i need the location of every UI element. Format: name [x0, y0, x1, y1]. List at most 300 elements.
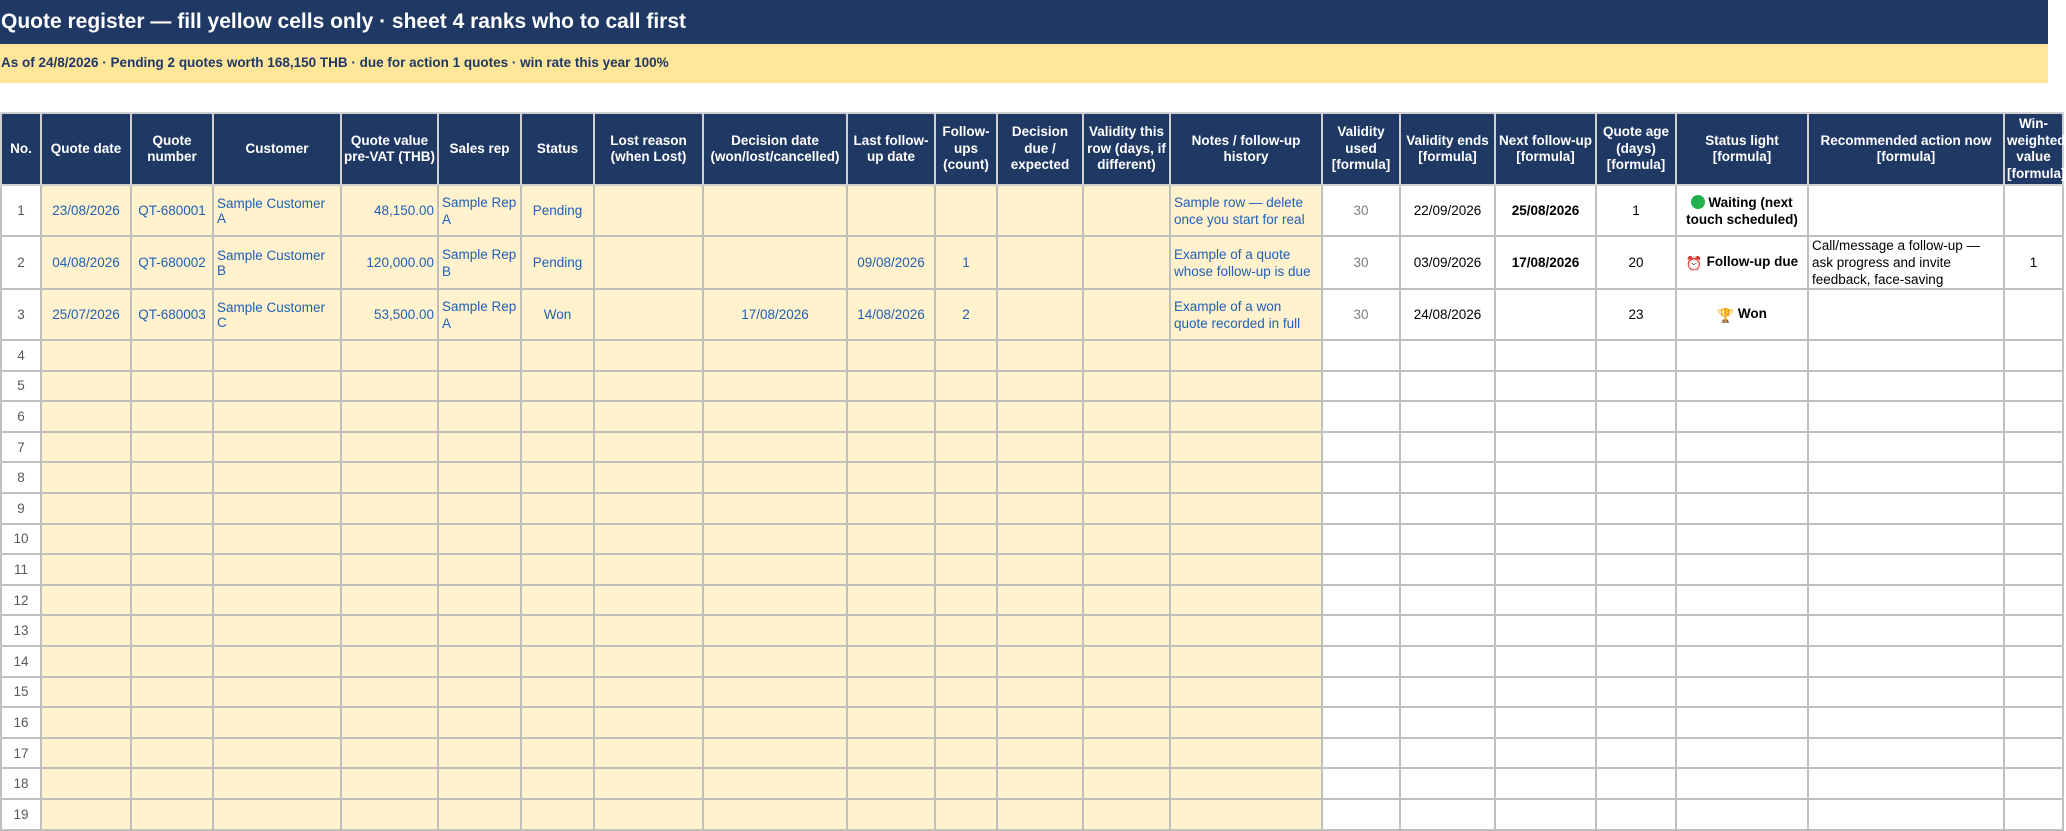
cell-status-light[interactable] — [1676, 236, 1808, 289]
cell-status[interactable] — [521, 646, 594, 677]
cell-action[interactable] — [1808, 493, 2004, 524]
cell-validity-used[interactable] — [1322, 738, 1400, 769]
cell-last-followup[interactable] — [847, 493, 935, 524]
cell-weighted[interactable] — [2004, 738, 2063, 769]
cell-lost-reason[interactable] — [594, 236, 703, 289]
cell-last-followup[interactable] — [847, 615, 935, 646]
cell-quote-number[interactable] — [131, 677, 213, 708]
cell-decision-due[interactable] — [997, 493, 1083, 524]
cell-decision-due[interactable] — [997, 524, 1083, 555]
cell-validity-ends[interactable] — [1400, 615, 1495, 646]
cell-decision-due[interactable] — [997, 738, 1083, 769]
cell-age[interactable] — [1596, 799, 1676, 830]
cell-status-light[interactable] — [1676, 524, 1808, 555]
cell-followups[interactable] — [935, 677, 997, 708]
cell-validity-row[interactable] — [1083, 524, 1170, 555]
cell-notes[interactable]: Example of a won quote recorded in full — [1170, 289, 1322, 340]
cell-validity-ends[interactable] — [1400, 585, 1495, 616]
cell-last-followup[interactable]: 14/08/2026 — [847, 289, 935, 340]
cell-notes[interactable] — [1170, 493, 1322, 524]
cell-followups[interactable] — [935, 185, 997, 236]
cell-quote-number[interactable] — [131, 646, 213, 677]
cell-decision-date[interactable] — [703, 554, 847, 585]
cell-value[interactable] — [341, 340, 438, 371]
cell-decision-due[interactable] — [997, 585, 1083, 616]
cell-rep[interactable] — [438, 340, 521, 371]
cell-value[interactable] — [341, 371, 438, 402]
cell-validity-used[interactable] — [1322, 462, 1400, 493]
cell-rep[interactable] — [438, 738, 521, 769]
cell-followups[interactable] — [935, 738, 997, 769]
cell-lost-reason[interactable] — [594, 615, 703, 646]
cell-notes[interactable] — [1170, 799, 1322, 830]
cell-quote-date[interactable]: 04/08/2026 — [41, 236, 131, 289]
cell-weighted[interactable]: 1 — [2004, 236, 2063, 289]
cell-weighted[interactable] — [2004, 677, 2063, 708]
cell-customer[interactable] — [213, 615, 341, 646]
cell-decision-date[interactable] — [703, 401, 847, 432]
cell-decision-date[interactable] — [703, 236, 847, 289]
cell-notes[interactable] — [1170, 554, 1322, 585]
cell-customer[interactable] — [213, 585, 341, 616]
cell-weighted[interactable] — [2004, 493, 2063, 524]
cell-decision-date[interactable] — [703, 493, 847, 524]
column-header[interactable]: Status — [521, 113, 594, 185]
cell-quote-number[interactable] — [131, 615, 213, 646]
cell-followups[interactable] — [935, 585, 997, 616]
cell-quote-date[interactable] — [41, 768, 131, 799]
cell-next-followup[interactable] — [1495, 289, 1596, 340]
cell-no[interactable]: 6 — [1, 401, 41, 432]
cell-next-followup[interactable] — [1495, 493, 1596, 524]
column-header[interactable]: Next follow-up [formula] — [1495, 113, 1596, 185]
cell-decision-due[interactable] — [997, 236, 1083, 289]
cell-quote-date[interactable] — [41, 340, 131, 371]
cell-validity-used[interactable] — [1322, 615, 1400, 646]
column-header[interactable]: Follow-ups (count) — [935, 113, 997, 185]
cell-last-followup[interactable] — [847, 371, 935, 402]
cell-quote-number[interactable] — [131, 493, 213, 524]
cell-value[interactable] — [341, 401, 438, 432]
cell-decision-date[interactable] — [703, 646, 847, 677]
cell-value[interactable] — [341, 462, 438, 493]
cell-decision-date[interactable] — [703, 371, 847, 402]
cell-status[interactable]: Pending — [521, 185, 594, 236]
cell-status[interactable] — [521, 493, 594, 524]
cell-weighted[interactable] — [2004, 185, 2063, 236]
cell-quote-date[interactable] — [41, 646, 131, 677]
cell-notes[interactable] — [1170, 340, 1322, 371]
cell-customer[interactable] — [213, 707, 341, 738]
cell-next-followup[interactable] — [1495, 585, 1596, 616]
cell-decision-date[interactable]: 17/08/2026 — [703, 289, 847, 340]
cell-status[interactable] — [521, 799, 594, 830]
cell-value[interactable] — [341, 554, 438, 585]
cell-decision-due[interactable] — [997, 185, 1083, 236]
cell-next-followup[interactable] — [1495, 340, 1596, 371]
cell-decision-date[interactable] — [703, 340, 847, 371]
cell-validity-used[interactable] — [1322, 677, 1400, 708]
cell-decision-due[interactable] — [997, 371, 1083, 402]
cell-weighted[interactable] — [2004, 289, 2063, 340]
cell-followups[interactable] — [935, 401, 997, 432]
cell-decision-due[interactable] — [997, 289, 1083, 340]
cell-status-light[interactable] — [1676, 554, 1808, 585]
cell-validity-row[interactable] — [1083, 615, 1170, 646]
cell-next-followup[interactable] — [1495, 646, 1596, 677]
cell-next-followup[interactable] — [1495, 738, 1596, 769]
cell-notes[interactable] — [1170, 646, 1322, 677]
cell-status[interactable] — [521, 707, 594, 738]
cell-validity-row[interactable] — [1083, 646, 1170, 677]
cell-validity-row[interactable] — [1083, 340, 1170, 371]
cell-last-followup[interactable] — [847, 799, 935, 830]
cell-validity-used[interactable]: 30 — [1322, 236, 1400, 289]
cell-next-followup[interactable] — [1495, 615, 1596, 646]
cell-decision-due[interactable] — [997, 432, 1083, 463]
cell-validity-used[interactable] — [1322, 371, 1400, 402]
cell-status[interactable] — [521, 768, 594, 799]
cell-customer[interactable] — [213, 371, 341, 402]
cell-weighted[interactable] — [2004, 646, 2063, 677]
cell-action[interactable] — [1808, 524, 2004, 555]
cell-decision-date[interactable] — [703, 615, 847, 646]
cell-quote-date[interactable] — [41, 799, 131, 830]
cell-age[interactable] — [1596, 524, 1676, 555]
cell-action[interactable] — [1808, 554, 2004, 585]
cell-value[interactable]: 53,500.00 — [341, 289, 438, 340]
cell-status-light[interactable] — [1676, 615, 1808, 646]
cell-last-followup[interactable] — [847, 432, 935, 463]
cell-age[interactable]: 20 — [1596, 236, 1676, 289]
cell-notes[interactable] — [1170, 401, 1322, 432]
cell-validity-ends[interactable] — [1400, 646, 1495, 677]
cell-lost-reason[interactable] — [594, 768, 703, 799]
cell-value[interactable] — [341, 615, 438, 646]
cell-decision-date[interactable] — [703, 185, 847, 236]
cell-last-followup[interactable] — [847, 677, 935, 708]
cell-age[interactable] — [1596, 432, 1676, 463]
cell-decision-due[interactable] — [997, 462, 1083, 493]
cell-weighted[interactable] — [2004, 524, 2063, 555]
cell-action[interactable] — [1808, 768, 2004, 799]
cell-rep[interactable] — [438, 493, 521, 524]
cell-status-light[interactable] — [1676, 371, 1808, 402]
cell-status-light[interactable] — [1676, 289, 1808, 340]
cell-followups[interactable] — [935, 768, 997, 799]
cell-action[interactable] — [1808, 615, 2004, 646]
cell-next-followup[interactable] — [1495, 707, 1596, 738]
cell-quote-date[interactable] — [41, 707, 131, 738]
cell-status-light[interactable] — [1676, 462, 1808, 493]
cell-weighted[interactable] — [2004, 462, 2063, 493]
cell-quote-date[interactable] — [41, 738, 131, 769]
cell-lost-reason[interactable] — [594, 462, 703, 493]
column-header[interactable]: No. — [1, 113, 41, 185]
cell-decision-date[interactable] — [703, 707, 847, 738]
cell-quote-date[interactable] — [41, 615, 131, 646]
cell-no[interactable]: 18 — [1, 768, 41, 799]
cell-followups[interactable] — [935, 615, 997, 646]
cell-age[interactable] — [1596, 554, 1676, 585]
cell-age[interactable] — [1596, 738, 1676, 769]
cell-rep[interactable] — [438, 677, 521, 708]
cell-last-followup[interactable] — [847, 738, 935, 769]
cell-validity-ends[interactable] — [1400, 493, 1495, 524]
cell-quote-date[interactable] — [41, 493, 131, 524]
cell-value[interactable] — [341, 768, 438, 799]
cell-followups[interactable] — [935, 371, 997, 402]
cell-no[interactable]: 19 — [1, 799, 41, 830]
column-header[interactable]: Decision date (won/lost/cancelled) — [703, 113, 847, 185]
cell-decision-due[interactable] — [997, 615, 1083, 646]
cell-quote-number[interactable]: QT-680001 — [131, 185, 213, 236]
cell-quote-date[interactable]: 25/07/2026 — [41, 289, 131, 340]
cell-weighted[interactable] — [2004, 615, 2063, 646]
column-header[interactable]: Lost reason (when Lost) — [594, 113, 703, 185]
cell-next-followup[interactable] — [1495, 432, 1596, 463]
cell-last-followup[interactable]: 09/08/2026 — [847, 236, 935, 289]
cell-quote-number[interactable]: QT-680002 — [131, 236, 213, 289]
cell-notes[interactable] — [1170, 371, 1322, 402]
cell-decision-date[interactable] — [703, 524, 847, 555]
cell-last-followup[interactable] — [847, 768, 935, 799]
cell-status-light[interactable] — [1676, 432, 1808, 463]
cell-age[interactable] — [1596, 371, 1676, 402]
cell-last-followup[interactable] — [847, 554, 935, 585]
cell-status[interactable] — [521, 371, 594, 402]
cell-age[interactable] — [1596, 768, 1676, 799]
column-header[interactable]: Validity this row (days, if different) — [1083, 113, 1170, 185]
cell-lost-reason[interactable] — [594, 432, 703, 463]
cell-age[interactable] — [1596, 615, 1676, 646]
cell-status-light[interactable] — [1676, 799, 1808, 830]
column-header[interactable]: Quote date — [41, 113, 131, 185]
cell-rep[interactable] — [438, 646, 521, 677]
cell-quote-number[interactable]: QT-680003 — [131, 289, 213, 340]
cell-decision-date[interactable] — [703, 585, 847, 616]
cell-value[interactable]: 120,000.00 — [341, 236, 438, 289]
cell-validity-row[interactable] — [1083, 677, 1170, 708]
cell-last-followup[interactable] — [847, 646, 935, 677]
cell-weighted[interactable] — [2004, 371, 2063, 402]
cell-followups[interactable] — [935, 340, 997, 371]
cell-quote-date[interactable] — [41, 401, 131, 432]
column-header[interactable]: Win-weighted value [formula] — [2004, 113, 2063, 185]
cell-validity-ends[interactable] — [1400, 401, 1495, 432]
cell-weighted[interactable] — [2004, 707, 2063, 738]
cell-lost-reason[interactable] — [594, 371, 703, 402]
cell-rep[interactable] — [438, 768, 521, 799]
cell-validity-ends[interactable] — [1400, 524, 1495, 555]
cell-action[interactable] — [1808, 289, 2004, 340]
cell-status[interactable] — [521, 462, 594, 493]
cell-decision-due[interactable] — [997, 646, 1083, 677]
cell-next-followup[interactable] — [1495, 677, 1596, 708]
cell-rep[interactable] — [438, 554, 521, 585]
cell-action[interactable]: Call/message a follow-up — ask progress and invite feedback, face-saving — [1808, 236, 2004, 289]
cell-notes[interactable] — [1170, 615, 1322, 646]
cell-lost-reason[interactable] — [594, 646, 703, 677]
cell-no[interactable]: 16 — [1, 707, 41, 738]
cell-decision-due[interactable] — [997, 707, 1083, 738]
cell-followups[interactable] — [935, 646, 997, 677]
column-header[interactable]: Sales rep — [438, 113, 521, 185]
column-header[interactable]: Last follow-up date — [847, 113, 935, 185]
cell-quote-date[interactable]: 23/08/2026 — [41, 185, 131, 236]
cell-value[interactable] — [341, 707, 438, 738]
cell-quote-number[interactable] — [131, 371, 213, 402]
cell-no[interactable]: 12 — [1, 585, 41, 616]
cell-weighted[interactable] — [2004, 799, 2063, 830]
cell-validity-ends[interactable] — [1400, 799, 1495, 830]
cell-validity-used[interactable]: 30 — [1322, 185, 1400, 236]
cell-lost-reason[interactable] — [594, 493, 703, 524]
cell-validity-ends[interactable] — [1400, 432, 1495, 463]
cell-no[interactable]: 8 — [1, 462, 41, 493]
cell-validity-row[interactable] — [1083, 462, 1170, 493]
cell-no[interactable]: 5 — [1, 371, 41, 402]
cell-rep[interactable]: Sample Rep A — [438, 185, 521, 236]
cell-decision-due[interactable] — [997, 768, 1083, 799]
cell-validity-used[interactable] — [1322, 340, 1400, 371]
cell-notes[interactable]: Example of a quote whose follow-up is due — [1170, 236, 1322, 289]
cell-decision-date[interactable] — [703, 462, 847, 493]
cell-no[interactable]: 14 — [1, 646, 41, 677]
cell-validity-row[interactable] — [1083, 401, 1170, 432]
cell-next-followup[interactable] — [1495, 401, 1596, 432]
cell-last-followup[interactable] — [847, 707, 935, 738]
cell-next-followup[interactable]: 17/08/2026 — [1495, 236, 1596, 289]
cell-next-followup[interactable] — [1495, 371, 1596, 402]
cell-followups[interactable]: 1 — [935, 236, 997, 289]
cell-validity-used[interactable] — [1322, 799, 1400, 830]
cell-status-light[interactable] — [1676, 185, 1808, 236]
cell-age[interactable]: 23 — [1596, 289, 1676, 340]
cell-weighted[interactable] — [2004, 585, 2063, 616]
cell-next-followup[interactable] — [1495, 799, 1596, 830]
cell-decision-date[interactable] — [703, 738, 847, 769]
cell-quote-number[interactable] — [131, 707, 213, 738]
cell-followups[interactable] — [935, 554, 997, 585]
cell-lost-reason[interactable] — [594, 401, 703, 432]
cell-notes[interactable] — [1170, 768, 1322, 799]
cell-notes[interactable] — [1170, 585, 1322, 616]
cell-customer[interactable] — [213, 493, 341, 524]
cell-quote-date[interactable] — [41, 524, 131, 555]
cell-customer[interactable]: Sample Customer C — [213, 289, 341, 340]
cell-age[interactable] — [1596, 493, 1676, 524]
cell-validity-ends[interactable] — [1400, 554, 1495, 585]
cell-status[interactable]: Pending — [521, 236, 594, 289]
cell-next-followup[interactable] — [1495, 554, 1596, 585]
cell-lost-reason[interactable] — [594, 585, 703, 616]
cell-decision-due[interactable] — [997, 554, 1083, 585]
cell-last-followup[interactable] — [847, 185, 935, 236]
cell-customer[interactable] — [213, 432, 341, 463]
cell-validity-used[interactable] — [1322, 768, 1400, 799]
cell-no[interactable]: 11 — [1, 554, 41, 585]
cell-status-light[interactable] — [1676, 585, 1808, 616]
cell-weighted[interactable] — [2004, 340, 2063, 371]
column-header[interactable]: Quote value pre-VAT (THB) — [341, 113, 438, 185]
cell-quote-number[interactable] — [131, 554, 213, 585]
cell-no[interactable]: 7 — [1, 432, 41, 463]
cell-followups[interactable] — [935, 524, 997, 555]
cell-validity-row[interactable] — [1083, 738, 1170, 769]
cell-action[interactable] — [1808, 462, 2004, 493]
cell-last-followup[interactable] — [847, 524, 935, 555]
cell-age[interactable] — [1596, 401, 1676, 432]
cell-weighted[interactable] — [2004, 432, 2063, 463]
cell-value[interactable] — [341, 524, 438, 555]
cell-no[interactable]: 1 — [1, 185, 41, 236]
cell-validity-row[interactable] — [1083, 236, 1170, 289]
column-header[interactable]: Recommended action now [formula] — [1808, 113, 2004, 185]
cell-quote-number[interactable] — [131, 768, 213, 799]
cell-weighted[interactable] — [2004, 768, 2063, 799]
cell-lost-reason[interactable] — [594, 554, 703, 585]
cell-notes[interactable] — [1170, 707, 1322, 738]
cell-validity-row[interactable] — [1083, 768, 1170, 799]
cell-age[interactable] — [1596, 340, 1676, 371]
cell-lost-reason[interactable] — [594, 677, 703, 708]
cell-status[interactable] — [521, 340, 594, 371]
cell-decision-date[interactable] — [703, 768, 847, 799]
cell-action[interactable] — [1808, 401, 2004, 432]
cell-quote-number[interactable] — [131, 799, 213, 830]
cell-customer[interactable] — [213, 768, 341, 799]
cell-rep[interactable] — [438, 432, 521, 463]
cell-lost-reason[interactable] — [594, 185, 703, 236]
cell-action[interactable] — [1808, 738, 2004, 769]
cell-value[interactable] — [341, 646, 438, 677]
cell-status-light[interactable] — [1676, 340, 1808, 371]
cell-lost-reason[interactable] — [594, 524, 703, 555]
cell-value[interactable] — [341, 677, 438, 708]
cell-action[interactable] — [1808, 677, 2004, 708]
cell-validity-ends[interactable]: 24/08/2026 — [1400, 289, 1495, 340]
cell-value[interactable] — [341, 493, 438, 524]
cell-value[interactable] — [341, 738, 438, 769]
cell-value[interactable] — [341, 799, 438, 830]
cell-validity-ends[interactable] — [1400, 371, 1495, 402]
cell-quote-number[interactable] — [131, 401, 213, 432]
cell-status[interactable] — [521, 401, 594, 432]
cell-lost-reason[interactable] — [594, 799, 703, 830]
cell-validity-used[interactable]: 30 — [1322, 289, 1400, 340]
cell-status[interactable] — [521, 524, 594, 555]
cell-notes[interactable]: Sample row — delete once you start for real — [1170, 185, 1322, 236]
cell-customer[interactable]: Sample Customer A — [213, 185, 341, 236]
cell-validity-row[interactable] — [1083, 493, 1170, 524]
cell-customer[interactable] — [213, 462, 341, 493]
cell-action[interactable] — [1808, 646, 2004, 677]
cell-validity-ends[interactable] — [1400, 768, 1495, 799]
cell-status[interactable] — [521, 585, 594, 616]
cell-age[interactable] — [1596, 585, 1676, 616]
cell-validity-used[interactable] — [1322, 524, 1400, 555]
cell-validity-used[interactable] — [1322, 707, 1400, 738]
cell-next-followup[interactable] — [1495, 462, 1596, 493]
cell-validity-row[interactable] — [1083, 371, 1170, 402]
cell-next-followup[interactable]: 25/08/2026 — [1495, 185, 1596, 236]
cell-status[interactable] — [521, 554, 594, 585]
cell-customer[interactable] — [213, 677, 341, 708]
cell-status-light[interactable] — [1676, 738, 1808, 769]
cell-age[interactable]: 1 — [1596, 185, 1676, 236]
cell-age[interactable] — [1596, 677, 1676, 708]
